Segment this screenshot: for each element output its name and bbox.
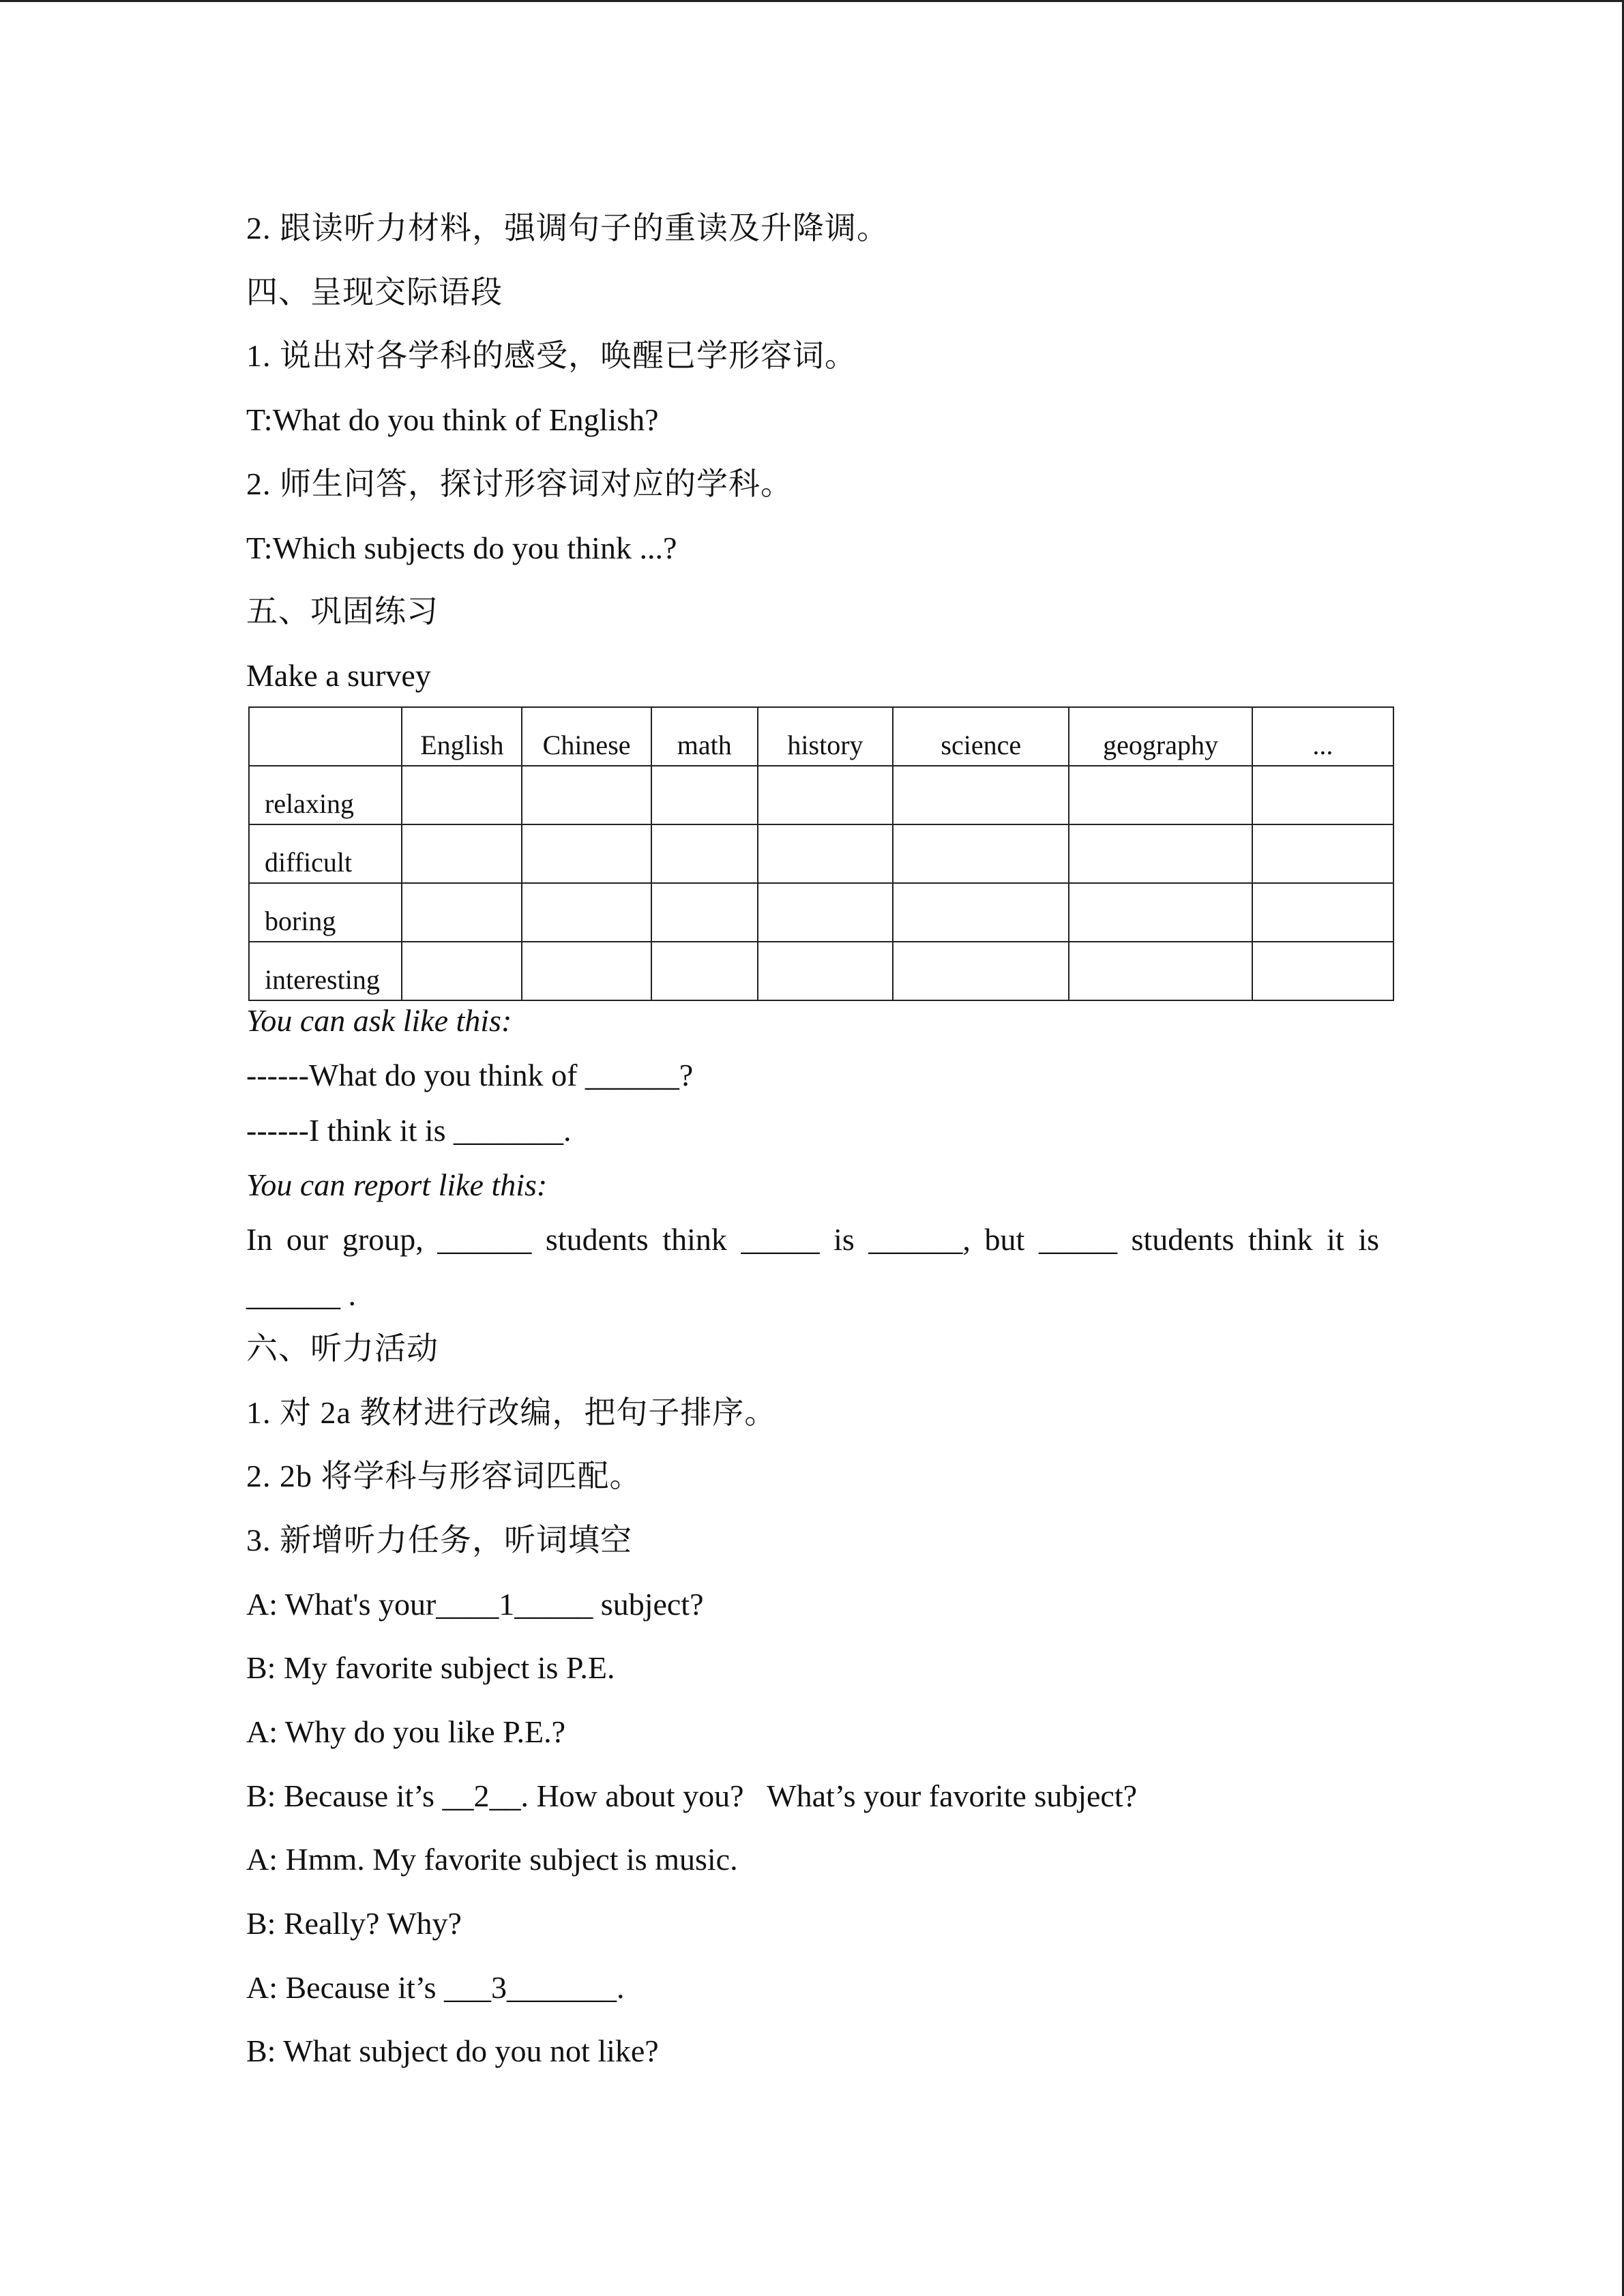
table-header-cell: history — [758, 707, 893, 766]
table-cell — [893, 942, 1069, 1000]
table-cell — [1252, 824, 1393, 883]
step-qa: 2. 师生问答，探讨形容词对应的学科。 — [246, 466, 793, 501]
survey-table — [248, 706, 1394, 1001]
listening-step-3: 3. 新增听力任务，听词填空 — [246, 1523, 632, 1557]
dialogue-line: A: Because it’s ___3_______. — [246, 1970, 625, 2005]
report-sentence-line1: In our group, ______ students think _____ is ______, but _____ students think it is — [246, 1222, 1379, 1257]
row-label: difficult — [249, 824, 402, 883]
table-cell — [1252, 883, 1393, 942]
row-label: boring — [249, 883, 402, 942]
table-cell — [651, 883, 758, 942]
table-cell — [1069, 942, 1252, 1000]
table-cell — [522, 883, 651, 942]
table-row — [249, 942, 1393, 1000]
table-cell — [522, 766, 651, 824]
table-cell — [522, 824, 651, 883]
listening-step-1: 1. 对 2a 教材进行改编，把句子排序。 — [246, 1395, 777, 1430]
report-prompt: You can report like this: — [246, 1167, 548, 1202]
section-heading-6: 六、听力活动 — [246, 1331, 439, 1366]
table-row — [249, 883, 1393, 942]
step-express-feelings: 1. 说出对各学科的感受，唤醒已学形容词。 — [246, 338, 857, 373]
table-cell — [758, 824, 893, 883]
teacher-question-subjects: T:Which subjects do you think ...? — [246, 531, 677, 565]
table-cell — [1252, 766, 1393, 824]
table-cell — [402, 942, 522, 1000]
dialogue-line: A: Why do you like P.E.? — [246, 1714, 566, 1749]
table-cell — [402, 766, 522, 824]
table-cell — [893, 824, 1069, 883]
dialogue-line: B: Because it’s __2__. How about you? What’s your favorite subject? — [246, 1778, 1138, 1813]
dialogue-line: A: Hmm. My favorite subject is music. — [246, 1842, 738, 1877]
page-top-border — [0, 0, 1624, 2]
table-header-cell: math — [651, 707, 758, 766]
section-heading-5: 五、巩固练习 — [246, 594, 439, 629]
table-header-cell: English — [402, 707, 522, 766]
table-header-cell: science — [893, 707, 1069, 766]
report-sentence-line2: ______ . — [246, 1277, 356, 1312]
ask-prompt: You can ask like this: — [246, 1003, 512, 1038]
table-cell — [758, 883, 893, 942]
table-row — [249, 824, 1393, 883]
listening-step-2: 2. 2b 将学科与形容词匹配。 — [246, 1459, 642, 1493]
table-header-corner — [249, 707, 402, 766]
table-cell — [1252, 942, 1393, 1000]
table-row — [249, 766, 1393, 824]
table-header-row — [249, 707, 1393, 766]
table-cell — [651, 942, 758, 1000]
table-cell — [758, 942, 893, 1000]
table-cell — [402, 883, 522, 942]
table-cell — [522, 942, 651, 1000]
table-cell — [1069, 824, 1252, 883]
row-label: relaxing — [249, 766, 402, 824]
table-cell — [651, 766, 758, 824]
teacher-question-english: T:What do you think of English? — [246, 402, 659, 437]
table-cell — [402, 824, 522, 883]
ask-answer: ------I think it is _______. — [246, 1113, 572, 1148]
table-header-cell: ... — [1252, 707, 1393, 766]
table-cell — [893, 766, 1069, 824]
dialogue-line: B: Really? Why? — [246, 1906, 462, 1941]
table-cell — [893, 883, 1069, 942]
section-heading-4: 四、呈现交际语段 — [246, 275, 503, 310]
dialogue-line: B: My favorite subject is P.E. — [246, 1650, 615, 1685]
table-cell — [1069, 766, 1252, 824]
table-cell — [758, 766, 893, 824]
row-label: interesting — [249, 942, 402, 1000]
survey-title: Make a survey — [246, 658, 431, 693]
table-cell — [1069, 883, 1252, 942]
dialogue-line: A: What's your____1_____ subject? — [246, 1587, 704, 1622]
dialogue-line: B: What subject do you not like? — [246, 2033, 659, 2068]
step-shadow-read: 2. 跟读听力材料，强调句子的重读及升降调。 — [246, 211, 889, 245]
table-header-cell: geography — [1069, 707, 1252, 766]
ask-question: ------What do you think of ______? — [246, 1058, 694, 1092]
table-cell — [651, 824, 758, 883]
table-header-cell: Chinese — [522, 707, 651, 766]
